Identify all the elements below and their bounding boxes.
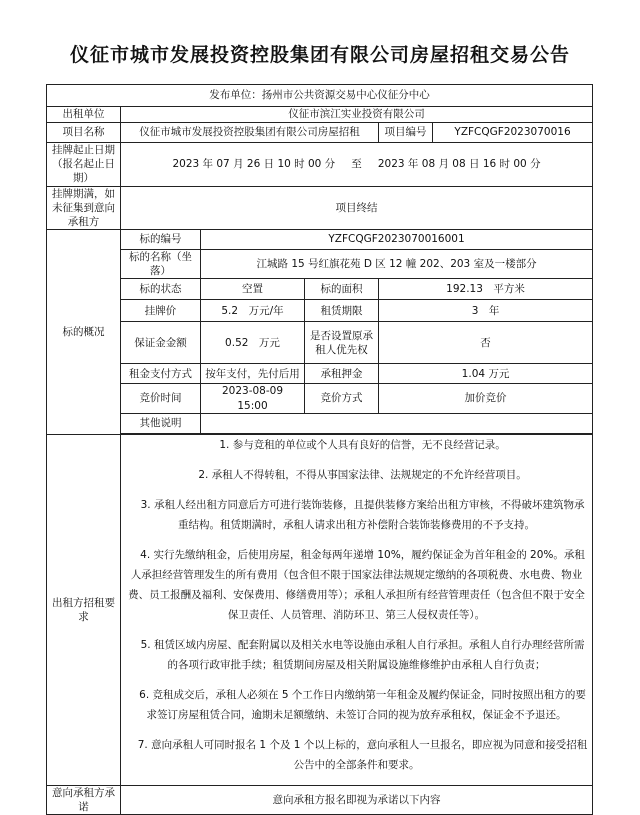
overview-section-label: 标的概况 bbox=[47, 230, 121, 435]
subject-no-label: 标的编号 bbox=[121, 230, 201, 250]
publisher-cell: 发布单位：扬州市公共资源交易中心仪征分中心 bbox=[47, 85, 593, 107]
project-no-label: 项目编号 bbox=[379, 123, 433, 143]
project-no-value: YZFCQGF2023070016 bbox=[433, 123, 593, 143]
bid-time-value: 2023-08-09 15:00 bbox=[201, 384, 305, 413]
listing-end: 2023 年 08 月 08 日 16 时 00 分 bbox=[377, 158, 541, 171]
requirement-item: 6. 竞租成交后，承租人必须在 5 个工作日内缴纳第一年租金及履约保证金，同时按照出租方的要求签订房屋租赁合同，逾期未足额缴纳、未签订合同的视为放弃承租权，保证金不予退还。 bbox=[139, 688, 586, 721]
listing-to: 至 bbox=[351, 158, 362, 171]
requirement-item: 1. 参与竞租的单位或个人具有良好的信誉，无不良经营记录。 bbox=[219, 438, 506, 451]
status-value: 空置 bbox=[201, 279, 305, 300]
priority-value: 否 bbox=[379, 322, 593, 364]
lease-term-value: 3 年 bbox=[379, 300, 593, 322]
requirements-label: 出租方招租要求 bbox=[47, 434, 121, 785]
lessor-value: 仪征市滨江实业投资有限公司 bbox=[121, 107, 593, 123]
requirement-item: 3. 承租人经出租方同意后方可进行装饰装修，且提供装修方案给出租方审核，不得破坏建筑物承重结构。租赁期满时，承租人请求出租方补偿附合装饰装修费用的不予支持。 bbox=[140, 498, 585, 531]
requirement-item: 2. 承租人不得转租，不得从事国家法律、法规规定的不允许经营项目。 bbox=[198, 468, 527, 481]
subject-no-value: YZFCQGF2023070016001 bbox=[201, 230, 593, 250]
project-name-label: 项目名称 bbox=[47, 123, 121, 143]
lease-deposit-value: 1.04 万元 bbox=[379, 364, 593, 384]
commitment-label: 意向承租方承诺 bbox=[47, 785, 121, 814]
subject-name-label: 标的名称（坐落） bbox=[121, 250, 201, 279]
other-value bbox=[201, 413, 593, 433]
status-label: 标的状态 bbox=[121, 279, 201, 300]
expiry-value: 项目终结 bbox=[121, 186, 593, 230]
commitment-value: 意向承租方报名即视为承诺以下内容 bbox=[121, 785, 593, 814]
area-value: 192.13 平方米 bbox=[379, 279, 593, 300]
requirement-item: 4. 实行先缴纳租金，后使用房屋，租金每两年递增 10%，履约保证金为首年租金的 20%。承租人承担经营管理发生的所有费用（包含但不限于国家法律法规规定缴纳的各项税费、水电费、物业费、员工报酬及福利、安保费用、修缮费用等）；承租人承担所有经营管理责任（包含但不限于安全保卫责任、人员管理、消防环卫、第三人侵权责任等）。 bbox=[128, 548, 585, 621]
notice-table bbox=[46, 84, 593, 815]
listing-price-value: 5.2 万元/年 bbox=[201, 300, 305, 322]
payment-value: 按年支付，先付后用 bbox=[201, 364, 305, 384]
lease-term-label: 租赁期限 bbox=[305, 300, 379, 322]
other-label: 其他说明 bbox=[121, 413, 201, 433]
priority-label: 是否设置原承租人优先权 bbox=[305, 322, 379, 364]
deposit-value: 0.52 万元 bbox=[201, 322, 305, 364]
project-name-value: 仪征市城市发展投资控股集团有限公司房屋招租 bbox=[121, 123, 379, 143]
requirement-item: 7. 意向承租人可同时报名 1 个及 1 个以上标的，意向承租人一旦报名，即应视为同意和接受招租公告中的全部条件和要求。 bbox=[137, 738, 588, 771]
expiry-label: 挂牌期满，如未征集到意向承租方 bbox=[47, 186, 121, 230]
listing-start: 2023 年 07 月 26 日 10 时 00 分 bbox=[172, 158, 336, 171]
lessor-label: 出租单位 bbox=[47, 107, 121, 123]
listing-date-value bbox=[121, 143, 593, 187]
area-label: 标的面积 bbox=[305, 279, 379, 300]
subject-name-value: 江城路 15 号红旗花苑 D 区 12 幢 202、203 室及一楼部分 bbox=[201, 250, 593, 279]
listing-price-label: 挂牌价 bbox=[121, 300, 201, 322]
page-title: 仪征市城市发展投资控股集团有限公司房屋招租交易公告 bbox=[69, 44, 570, 66]
bid-method-value: 加价竞价 bbox=[379, 384, 593, 413]
lease-deposit-label: 承租押金 bbox=[305, 364, 379, 384]
listing-date-label: 挂牌起止日期（报名起止日期） bbox=[47, 143, 121, 187]
bid-time-label: 竞价时间 bbox=[121, 384, 201, 413]
requirements-list bbox=[121, 434, 593, 785]
payment-label: 租金支付方式 bbox=[121, 364, 201, 384]
bid-method-label: 竞价方式 bbox=[305, 384, 379, 413]
deposit-label: 保证金金额 bbox=[121, 322, 201, 364]
requirement-item: 5. 租赁区域内房屋、配套附属以及相关水电等设施由承租人自行承担。承租人自行办理经营所需的各项行政审批手续；租赁期间房屋及相关附属设施维修维护由承租人自行负责； bbox=[140, 638, 585, 671]
